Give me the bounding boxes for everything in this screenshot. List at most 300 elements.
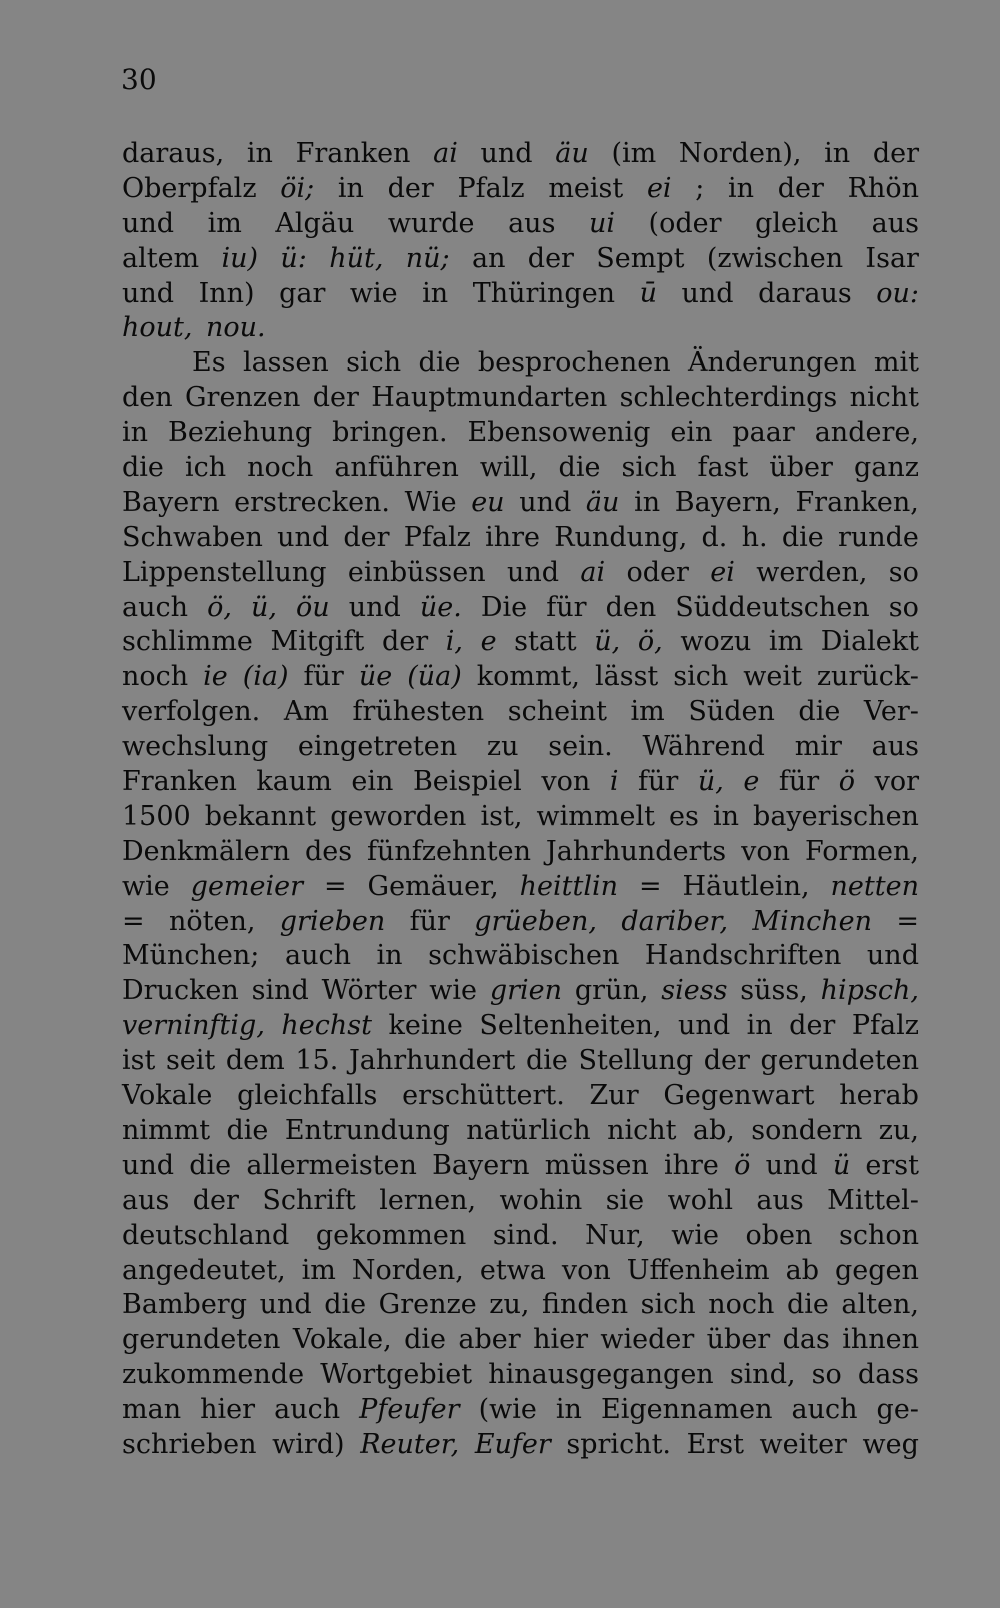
- text-line: [122, 1393, 919, 1428]
- text-line: [122, 1009, 919, 1044]
- word: d.: [701, 521, 728, 553]
- italic-word: ie: [203, 661, 228, 693]
- text-line: [122, 695, 919, 730]
- word: in: [746, 1010, 773, 1042]
- text-line: [122, 800, 919, 835]
- word: in: [712, 800, 739, 832]
- word: Während: [642, 731, 765, 763]
- word: Gegenwart: [663, 1080, 815, 1112]
- word: Pfalz: [457, 172, 525, 204]
- word: Rhön: [847, 172, 919, 204]
- word: Häutlein,: [682, 870, 810, 902]
- word: Formen,: [804, 835, 919, 867]
- word: im: [768, 626, 804, 658]
- italic-word: äu: [555, 138, 589, 169]
- word: in: [422, 277, 449, 309]
- word: will,: [479, 452, 538, 484]
- word: nicht: [849, 382, 919, 414]
- word: wie: [122, 870, 170, 902]
- word: ihnen: [842, 1324, 919, 1356]
- word: gerundeten: [122, 1324, 281, 1356]
- italic-word: hout,: [122, 312, 193, 344]
- text-line: [122, 835, 919, 870]
- word: von: [561, 1254, 611, 1286]
- italic-word: ü:: [280, 242, 307, 274]
- word: die: [786, 1289, 829, 1321]
- word: deutschland: [122, 1219, 290, 1251]
- word: die: [558, 452, 601, 484]
- italic-word: ai: [433, 138, 458, 169]
- word: 15.: [295, 1045, 339, 1077]
- word: in: [824, 138, 851, 169]
- italic-word: heittlin: [519, 870, 618, 902]
- word: herab: [839, 1080, 919, 1112]
- word: der: [312, 382, 359, 414]
- word: im: [301, 1254, 336, 1286]
- word: Bayern: [122, 486, 220, 518]
- page-number: 30: [121, 63, 157, 96]
- word: oben: [745, 1219, 813, 1251]
- word: und: [480, 138, 533, 169]
- word: Bayern,: [674, 486, 781, 518]
- word: im: [630, 696, 665, 728]
- word: sich: [640, 1289, 696, 1321]
- word: Uffenheim: [626, 1254, 770, 1286]
- word: fast: [697, 452, 749, 484]
- italic-word: ü: [832, 1149, 851, 1181]
- word: Hauptmundarten: [371, 382, 608, 414]
- word: ihre: [485, 521, 541, 553]
- text-line: [122, 1219, 919, 1254]
- italic-word: ui: [588, 207, 615, 239]
- word: finden: [542, 1289, 629, 1321]
- word: und: [122, 277, 175, 309]
- word: nimmt: [122, 1114, 211, 1146]
- word: Oberpfalz: [122, 172, 257, 204]
- italic-word: eu: [471, 486, 505, 518]
- word: sind: [251, 975, 309, 1007]
- word: Inn): [198, 277, 255, 309]
- word: sich: [673, 661, 729, 693]
- word: gegen: [835, 1254, 919, 1286]
- word: für: [638, 766, 679, 798]
- word: mir: [794, 731, 842, 763]
- text-line: [122, 870, 919, 905]
- word: lässt: [594, 661, 659, 693]
- word: es: [669, 800, 699, 832]
- italic-word: ū: [639, 277, 657, 309]
- text-line: [122, 137, 919, 172]
- italic-word: i,: [445, 626, 463, 658]
- word: der: [343, 521, 390, 553]
- word: Gemäuer,: [367, 870, 499, 902]
- word: der: [527, 242, 574, 274]
- word: Eigennamen: [601, 1394, 773, 1426]
- word: wurde: [387, 207, 475, 239]
- word: Am: [283, 696, 329, 728]
- italic-word: Minchen: [752, 905, 872, 937]
- italic-word: hipsch,: [820, 975, 919, 1007]
- italic-word: netten: [830, 870, 919, 902]
- word: paar: [732, 417, 795, 449]
- word: schon: [838, 1219, 919, 1251]
- word: nöten,: [168, 905, 256, 937]
- word: kaum: [256, 766, 332, 798]
- word: Bayern: [432, 1149, 530, 1181]
- word: geworden: [330, 800, 467, 832]
- italic-word: ö,: [207, 591, 232, 623]
- word: wie: [671, 1219, 719, 1251]
- word: allermeisten: [246, 1149, 417, 1181]
- text-line: [122, 1254, 919, 1289]
- word: ge-: [876, 1394, 919, 1426]
- word: auch: [284, 940, 351, 972]
- italic-word: e: [743, 766, 760, 798]
- word: gerundeten: [760, 1045, 919, 1077]
- word: bringen.: [332, 417, 448, 449]
- word: ich: [184, 452, 227, 484]
- italic-word: (üa): [407, 661, 462, 693]
- word: oder: [626, 556, 689, 588]
- text-line: [122, 556, 919, 591]
- word: Ver-: [863, 696, 919, 728]
- italic-word: ö: [734, 1149, 751, 1181]
- word: Schwaben: [122, 521, 263, 553]
- word: für: [546, 591, 587, 623]
- text-line: [122, 1323, 919, 1358]
- text-line: [122, 1079, 919, 1114]
- word: werden,: [756, 556, 868, 588]
- word: sind,: [729, 1359, 796, 1391]
- word: =: [896, 905, 919, 937]
- word: zukommende: [122, 1359, 305, 1391]
- word: schlimme: [122, 626, 253, 658]
- word: noch: [122, 661, 189, 693]
- word: der: [789, 1010, 836, 1042]
- word: erst: [865, 1149, 919, 1181]
- word: Änderungen: [688, 347, 857, 379]
- word: und: [506, 556, 560, 588]
- word: Wie: [404, 486, 457, 518]
- word: im: [207, 207, 242, 239]
- word: zu,: [878, 1114, 919, 1146]
- text-line: [122, 1114, 919, 1149]
- word: Wörter: [321, 975, 417, 1007]
- word: und: [122, 207, 175, 239]
- word: der: [381, 626, 429, 658]
- word: aus: [871, 207, 919, 239]
- italic-word: grieben: [279, 905, 386, 937]
- word: nicht: [607, 1114, 677, 1146]
- word: Ebensowenig: [467, 417, 651, 449]
- word: ist: [122, 1045, 156, 1077]
- word: etwa: [479, 1254, 546, 1286]
- word: sein.: [548, 731, 613, 763]
- word: anführen: [334, 452, 459, 484]
- text-line: [122, 242, 919, 277]
- text-line: [122, 1184, 919, 1219]
- word: ganz: [853, 452, 919, 484]
- word: München;: [122, 940, 260, 972]
- word: Thüringen: [472, 277, 616, 309]
- text-line: [122, 939, 919, 974]
- word: aus: [508, 207, 556, 239]
- italic-word: iu): [221, 242, 259, 274]
- italic-word: ü,: [250, 591, 277, 623]
- word: und: [348, 591, 401, 623]
- text-line: [122, 591, 919, 626]
- word: und: [277, 521, 330, 553]
- word: an: [471, 242, 506, 274]
- word: 1500: [122, 800, 191, 832]
- word: verfolgen.: [122, 696, 261, 728]
- word: Es: [192, 347, 226, 379]
- word: von: [541, 766, 591, 798]
- word: den: [605, 591, 657, 623]
- word: so: [888, 591, 919, 623]
- word: Seltenheiten,: [479, 1010, 662, 1042]
- word: in: [122, 417, 149, 449]
- word: und: [765, 1149, 818, 1181]
- body-text: [122, 137, 919, 1463]
- word: dass: [857, 1359, 919, 1391]
- word: mit: [873, 347, 919, 379]
- word: alten,: [841, 1289, 919, 1321]
- word: und: [122, 1149, 175, 1181]
- word: der: [387, 172, 434, 204]
- word: erstrecken.: [234, 486, 391, 518]
- word: seit: [165, 1045, 216, 1077]
- italic-word: ü,: [697, 766, 724, 798]
- word: zu: [486, 731, 519, 763]
- italic-word: (ia): [242, 661, 289, 693]
- word: Grenzen: [184, 382, 301, 414]
- word: sich: [621, 452, 677, 484]
- word: Süddeutschen: [675, 591, 870, 623]
- word: und: [678, 1010, 731, 1042]
- word: Pfalz: [403, 521, 471, 553]
- word: süss,: [740, 975, 808, 1007]
- word: (wie: [478, 1394, 537, 1426]
- italic-word: ö: [838, 766, 856, 798]
- italic-word: hüt,: [329, 242, 384, 274]
- word: Norden),: [678, 138, 802, 169]
- text-line: [122, 346, 919, 381]
- word: Sempt: [596, 242, 685, 274]
- word: ;: [695, 172, 705, 204]
- word: =: [122, 905, 145, 937]
- word: die: [189, 1149, 232, 1181]
- text-line: [122, 1358, 919, 1393]
- word: über: [706, 1324, 771, 1356]
- word: in: [728, 172, 755, 204]
- italic-word: gemeier: [190, 870, 304, 902]
- word: keine: [388, 1010, 463, 1042]
- word: aus: [122, 1184, 170, 1216]
- italic-word: Pfeufer: [359, 1394, 460, 1426]
- word: sich: [346, 347, 402, 379]
- word: ihre: [664, 1149, 719, 1181]
- italic-word: ü,: [594, 626, 621, 658]
- word: man: [122, 1394, 182, 1426]
- text-line: [122, 905, 919, 940]
- word: Erst: [686, 1428, 744, 1460]
- italic-word: ei: [710, 556, 735, 588]
- word: Beispiel: [412, 766, 522, 798]
- word: bayerischen: [753, 800, 919, 832]
- word: wieder: [600, 1324, 695, 1356]
- italic-word: nou.: [205, 312, 266, 344]
- word: zurück-: [816, 661, 919, 693]
- word: der: [703, 1045, 750, 1077]
- word: wohl: [667, 1184, 733, 1216]
- word: wohin: [499, 1184, 583, 1216]
- word: über: [769, 452, 833, 484]
- word: auch: [274, 1394, 341, 1426]
- word: wozu: [680, 626, 752, 658]
- word: des: [304, 835, 353, 867]
- word: kommt,: [476, 661, 580, 693]
- word: und: [681, 277, 734, 309]
- word: =: [638, 870, 662, 902]
- word: in: [246, 138, 273, 169]
- word: ab,: [692, 1114, 735, 1146]
- word: ab: [785, 1254, 820, 1286]
- italic-word: öu: [296, 591, 330, 623]
- word: die: [226, 1114, 269, 1146]
- text-line: [122, 730, 919, 765]
- text-line: [122, 416, 919, 451]
- word: Handschriften: [644, 940, 842, 972]
- word: von: [741, 835, 791, 867]
- word: lernen,: [379, 1184, 477, 1216]
- word: Rundung,: [554, 521, 688, 553]
- text-line: [122, 381, 919, 416]
- word: eingetreten: [297, 731, 458, 763]
- italic-word: Reuter,: [360, 1428, 460, 1460]
- word: Dialekt: [820, 626, 919, 658]
- italic-word: üe.: [419, 591, 462, 623]
- word: Franken: [122, 766, 237, 798]
- word: wie: [349, 277, 398, 309]
- word: aus: [756, 1184, 804, 1216]
- word: schwäbischen: [428, 940, 620, 972]
- word: für: [409, 905, 450, 937]
- word: wie: [429, 975, 478, 1007]
- word: das: [782, 1324, 830, 1356]
- word: schlechterdings: [619, 382, 838, 414]
- italic-word: äu: [585, 486, 620, 518]
- word: angedeutet,: [122, 1254, 286, 1286]
- word: für: [778, 766, 820, 798]
- word: Grenze: [378, 1289, 477, 1321]
- word: Stellung: [578, 1045, 694, 1077]
- word: ein: [351, 766, 394, 798]
- word: noch: [247, 452, 314, 484]
- word: Die: [480, 591, 528, 623]
- word: Vokale: [122, 1080, 213, 1112]
- word: wechslung: [122, 731, 269, 763]
- word: gleichfalls: [237, 1080, 378, 1112]
- word: daraus,: [122, 138, 225, 169]
- italic-word: ai: [580, 556, 606, 588]
- word: Wortgebiet: [320, 1359, 473, 1391]
- word: müssen: [544, 1149, 649, 1181]
- word: die: [404, 1324, 447, 1356]
- italic-word: ou:: [876, 277, 919, 309]
- word: Jahrhunderts: [545, 835, 727, 867]
- word: sondern: [751, 1114, 863, 1146]
- word: Denkmälern: [122, 835, 290, 867]
- word: so: [811, 1359, 842, 1391]
- word: in: [337, 172, 364, 204]
- word: der: [192, 1184, 239, 1216]
- word: aber: [458, 1324, 521, 1356]
- word: Nur,: [585, 1219, 645, 1251]
- text-line: [122, 625, 919, 660]
- word: und: [519, 486, 572, 518]
- word: erschüttert.: [402, 1080, 565, 1112]
- word: aus: [871, 731, 919, 763]
- word: und: [866, 940, 919, 972]
- word: auch: [791, 1394, 858, 1426]
- text-line: [122, 1149, 919, 1184]
- word: besprochenen: [477, 347, 671, 379]
- word: Jahrhundert: [348, 1045, 516, 1077]
- word: sind.: [492, 1219, 559, 1251]
- word: ist,: [480, 800, 523, 832]
- word: die: [324, 1289, 367, 1321]
- word: natürlich: [466, 1114, 591, 1146]
- text-line: [122, 974, 919, 1009]
- word: gar: [279, 277, 326, 309]
- word: Lippenstellung: [122, 556, 327, 588]
- word: zu,: [489, 1289, 530, 1321]
- word: die: [122, 452, 164, 484]
- word: hier: [200, 1394, 256, 1426]
- italic-word: i: [609, 766, 619, 798]
- word: den: [122, 382, 173, 414]
- text-line: [122, 1288, 919, 1323]
- word: statt: [514, 626, 577, 658]
- word: scheint: [507, 696, 607, 728]
- word: so: [888, 556, 919, 588]
- italic-word: ö,: [637, 626, 663, 658]
- italic-word: grien: [489, 975, 563, 1007]
- text-line: [122, 486, 919, 521]
- word: Franken,: [795, 486, 919, 518]
- italic-word: Eufer: [474, 1428, 551, 1460]
- word: Mittel-: [827, 1184, 919, 1216]
- text-line: [122, 765, 919, 800]
- text-line: [122, 172, 919, 207]
- word: Bamberg: [122, 1289, 247, 1321]
- italic-word: e: [480, 626, 497, 658]
- word: gekommen: [315, 1219, 467, 1251]
- word: Vokale,: [292, 1324, 392, 1356]
- word: Schrift: [262, 1184, 356, 1216]
- italic-word: ei: [646, 172, 672, 204]
- word: die: [798, 696, 841, 728]
- word: grün,: [574, 975, 649, 1007]
- word: die: [781, 521, 824, 553]
- word: bekannt: [204, 800, 317, 832]
- word: ein: [670, 417, 713, 449]
- word: die: [525, 1045, 568, 1077]
- word: Norden,: [351, 1254, 464, 1286]
- word: gleich: [755, 207, 839, 239]
- word: einbüssen: [347, 556, 486, 588]
